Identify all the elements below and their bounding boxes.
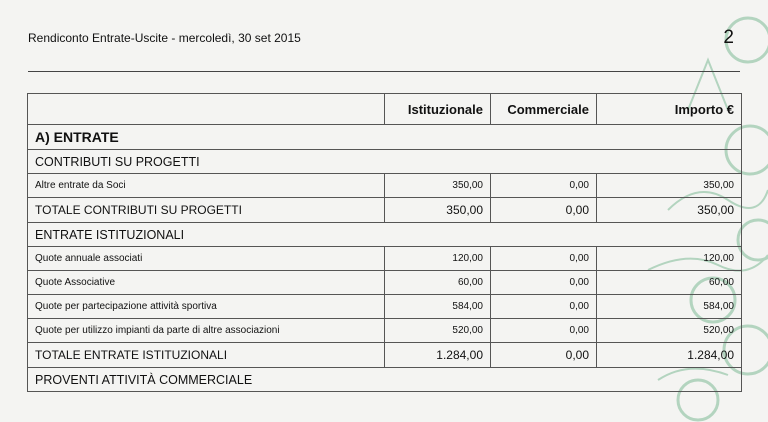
importo-value: 350,00 [597, 198, 742, 223]
report-title: Rendiconto Entrate-Uscite - mercoledì, 30 set 2015 [28, 31, 301, 45]
table-row [28, 247, 742, 271]
column-header-importo: Importo € [597, 94, 742, 125]
istituzionale-value: 120,00 [385, 247, 491, 271]
importo-value: 584,00 [597, 295, 742, 319]
column-header-label [28, 94, 385, 125]
group-row [28, 368, 742, 392]
commerciale-value: 0,00 [491, 343, 597, 368]
row-label: Quote per utilizzo impianti da parte di altre associazioni [28, 319, 385, 343]
group-row [28, 223, 742, 247]
row-label: Quote Associative [28, 271, 385, 295]
commerciale-value: 0,00 [491, 295, 597, 319]
istituzionale-value: 584,00 [385, 295, 491, 319]
group-row [28, 150, 742, 174]
page-number: 2 [723, 27, 734, 48]
commerciale-value: 0,00 [491, 174, 597, 198]
column-header-commerciale: Commerciale [491, 94, 597, 125]
income-expense-table [27, 93, 742, 392]
total-row [28, 343, 742, 368]
istituzionale-value: 520,00 [385, 319, 491, 343]
commerciale-value: 0,00 [491, 198, 597, 223]
row-label: TOTALE ENTRATE ISTITUZIONALI [28, 343, 385, 368]
importo-value: 1.284,00 [597, 343, 742, 368]
importo-value: 60,00 [597, 271, 742, 295]
table-row [28, 174, 742, 198]
row-label: Quote annuale associati [28, 247, 385, 271]
group-label: CONTRIBUTI SU PROGETTI [28, 150, 742, 174]
group-label: PROVENTI ATTIVITÀ COMMERCIALE [28, 368, 742, 392]
istituzionale-value: 350,00 [385, 174, 491, 198]
table-header-row [28, 94, 742, 125]
importo-value: 350,00 [597, 174, 742, 198]
row-label: TOTALE CONTRIBUTI SU PROGETTI [28, 198, 385, 223]
table-row [28, 319, 742, 343]
commerciale-value: 0,00 [491, 247, 597, 271]
section-row [28, 125, 742, 150]
report-header [28, 29, 740, 51]
total-row [28, 198, 742, 223]
row-label: Altre entrate da Soci [28, 174, 385, 198]
commerciale-value: 0,00 [491, 319, 597, 343]
importo-value: 520,00 [597, 319, 742, 343]
row-label: Quote per partecipazione attività sportiva [28, 295, 385, 319]
column-header-istituzionale: Istituzionale [385, 94, 491, 125]
importo-value: 120,00 [597, 247, 742, 271]
commerciale-value: 0,00 [491, 271, 597, 295]
section-title: A) ENTRATE [28, 125, 742, 150]
istituzionale-value: 350,00 [385, 198, 491, 223]
table-row [28, 271, 742, 295]
table-row [28, 295, 742, 319]
header-divider [28, 71, 740, 72]
istituzionale-value: 1.284,00 [385, 343, 491, 368]
istituzionale-value: 60,00 [385, 271, 491, 295]
group-label: ENTRATE ISTITUZIONALI [28, 223, 742, 247]
